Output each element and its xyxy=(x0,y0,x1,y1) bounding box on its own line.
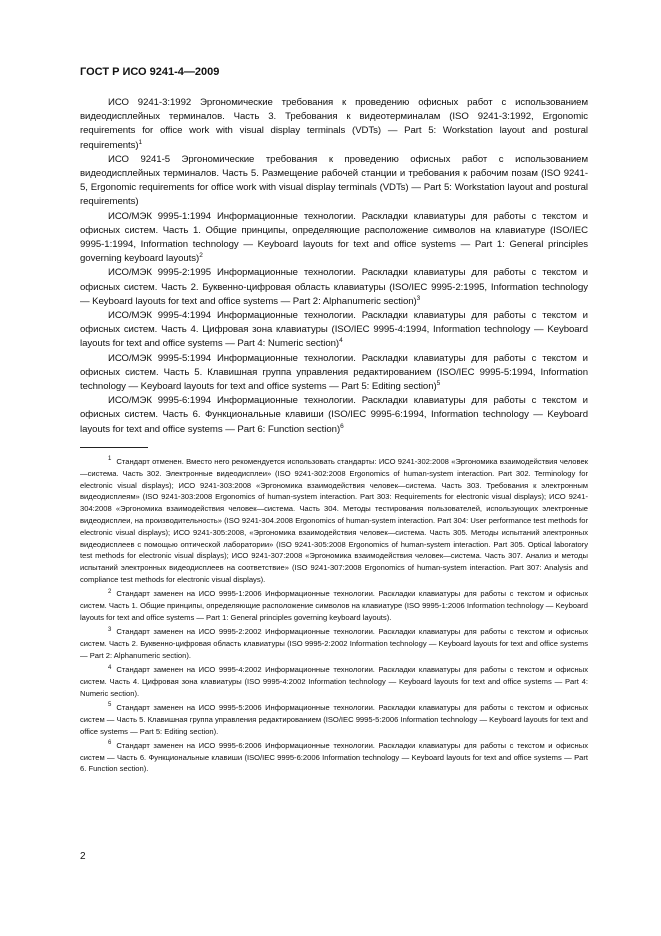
footnote: $^5$ Стандарт заменен на ИСО 9995-5:2006 Информационные технологии. Раскладки клавиатуры для работы с текстом и офисных систем — Часть 5. Клавишная группа управления редактированием (ISO/IEC 9995-5:2006 Information technology — Keyboard layouts for text and office systems — Part 5: Editing section). xyxy=(80,702,588,736)
footnote-mark: 6 xyxy=(108,740,112,747)
footnote: $^2$ Стандарт заменен на ИСО 9995-1:2006 Информационные технологии. Раскладки клавиатуры для работы с текстом и офисных систем. Часть 1. Общие принципы, определяющие расположение символов на клавиатуре (ISO 9995-1:2006 Information technology — Keyboard layouts for text and office systems — Part 1: General principles governing keyboard layouts). xyxy=(80,588,588,622)
footnote-separator xyxy=(80,447,148,448)
footnote-ref[interactable]: 2 xyxy=(199,252,203,260)
footnote-mark: 3 xyxy=(108,626,112,633)
reference-item: ИСО 9241-3:1992 Эргономические требования к проведению офисных работ с использованием видеодисплейных терминалов. Часть 3. Требования к видеотерминалам (ISO 9241-3:1992, Ergonomic requirements for office work with visual display terminals (VDTs) — Part 5: Workstation layout and postural requirements)$^1$ xyxy=(80,97,588,151)
reference-item: ИСО/МЭК 9995-5:1994 Информационные технологии. Раскладки клавиатуры для работы с текстом и офисных систем. Часть 5. Клавишная группа управления редактированием (ISO/IEC 9995-5:1994, Information technology — Keyboard layouts for text and office systems — Part 5: Editing section)$^5$ xyxy=(80,352,588,393)
footnote: $^1$ Стандарт отменен. Вместо него рекомендуется использовать стандарты: ИСО 9241-302:2008 «Эргономика взаимодействия человек—система. Часть 302. Электронные видеодисплеи» (ISO 9241-302:2008 Ergonomics of human-system interaction. Part 302. Terminology for electronic visual displays); ИСО 9241-303:2008 «Эргономика взаимодействия человек—система. Часть 303. Требования к электронным видеодисплеям» (ISO 9241-303:2008 Ergonomics of human-system interaction. Part 303: Requirements for electronic visual displays); ИСО 9241-304:2008 «Эргономика взаимодействия человек—система. Часть 304. Методы тестирования пользователей, использующих электронные видеодисплеи, на производительность» (ISO 9241-304.2008 Ergonomics of human-system interaction. Part 304: User performance test methods for electronic visual displays); ИСО 9241-305:2008, «Эргономика взаимодействия человек—система. Часть 305. Методы испытаний электронных видеодисплеев с помощью оптической лаборатории» (ISO 9241-305:2008 Ergonomics of human-system interaction. Part 305. Optical laboratory test methods for electronic visual displays); ИСО 9241-307:2008 «Эргономика взаимодействия человек—система. Часть 307. Анализ и методы испытаний электронных видеодисплеев на соответствие» (ISO 9241-307:2008 Ergonomics of human-system interaction. Part 307: Analysis and compliance test methods for electronic visual displays). xyxy=(80,456,588,584)
footnote: $^4$ Стандарт заменен на ИСО 9995-4:2002 Информационные технологии. Раскладки клавиатуры для работы с текстом и офисных систем. Часть 4. Цифровая зона клавиатуры (ISO 9995-4:2002 Information technology — Keyboard layouts for text and office systems — Part 4: Numeric section). xyxy=(80,664,588,698)
reference-item: ИСО/МЭК 9995-1:1994 Информационные технологии. Раскладки клавиатуры для работы с текстом и офисных систем. Часть 1. Общие принципы, определяющие расположение символов на клавиатуре (ISO/IEC 9995-1:1994, Information technology — Keyboard layouts for text and office systems — Part 1: General principles governing keyboard layouts)$^2$ xyxy=(80,210,588,265)
footnote-ref[interactable]: 6 xyxy=(340,422,344,430)
page-number: 2 xyxy=(80,851,86,862)
footnote-ref[interactable]: 1 xyxy=(138,138,143,146)
footnotes xyxy=(80,456,588,778)
footnote-mark: 1 xyxy=(108,456,112,463)
footnote-mark: 5 xyxy=(108,702,112,709)
page-header-standard-id: ГОСТ Р ИСО 9241-4—2009 xyxy=(80,66,220,78)
footnote-mark: 2 xyxy=(108,588,112,595)
reference-item: ИСО 9241-5 Эргономические требования к проведению офисных работ с использованием видеодисплейных терминалов. Часть 5. Размещение рабочей станции и требования к рабочим позам (ISO 9241-5, Ergonomic requirements for office work with visual display terminals (VDTs) — Part 5: Workstation layout and postural requirements) xyxy=(80,153,588,208)
footnote-ref[interactable]: 5 xyxy=(436,379,441,387)
footnote-mark: 4 xyxy=(108,664,112,671)
footnote-ref[interactable]: 3 xyxy=(416,294,421,302)
footnote: $^3$ Стандарт заменен на ИСО 9995-2:2002 Информационные технологии. Раскладки клавиатуры для работы с текстом и офисных систем. Часть 2. Буквенно-цифровая область клавиатуры (ISO 9995-2:2002 Information technology — Keyboard layouts for text and office systems — Part 2: Alphanumeric section). xyxy=(80,626,588,660)
normative-references xyxy=(80,96,588,437)
reference-item: ИСО/МЭК 9995-2:1995 Информационные технологии. Раскладки клавиатуры для работы с текстом и офисных систем. Часть 2. Буквенно-цифровая область клавиатуры (ISO/IEC 9995-2:1995, Information technology — Keyboard layouts for text and office systems — Part 2: Alphanumeric section)$^3$ xyxy=(80,267,588,307)
footnote-ref[interactable]: 4 xyxy=(339,337,343,345)
reference-item: ИСО/МЭК 9995-4:1994 Информационные технологии. Раскладки клавиатуры для работы с текстом и офисных систем. Часть 4. Цифровая зона клавиатуры (ISO/IEC 9995-4:1994, Information technology — Keyboard layouts for text and office systems — Part 4: Numeric section)$^4$ xyxy=(80,310,588,350)
reference-item: ИСО/МЭК 9995-6:1994 Информационные технологии. Раскладки клавиатуры для работы с текстом и офисных систем. Часть 6. Функциональные клавиши (ISO/IEC 9995-6:1994, Information technology — Keyboard layouts for text and office systems — Part 6: Function section)$^6$ xyxy=(80,395,588,435)
footnote: $^6$ Стандарт заменен на ИСО 9995-6:2006 Информационные технологии. Раскладки клавиатуры для работы с текстом и офисных систем — Часть 6. Функциональные клавиши (ISO/IEC 9995-6:2006 Information technology — Keyboard layouts for text and office systems — Part 6. Function section). xyxy=(80,740,588,774)
